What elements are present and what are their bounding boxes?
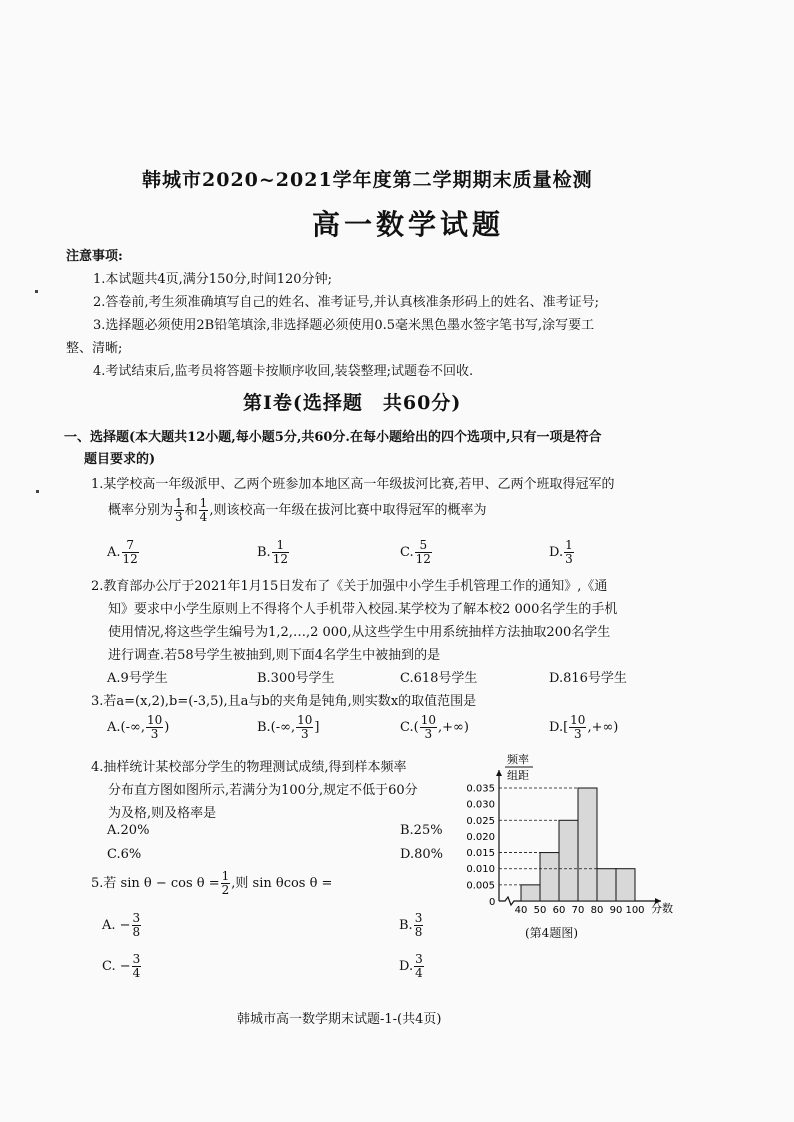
origin-label: 0 [489,897,496,908]
q1-stem: 1.某学校高一年级派甲、乙两个班参加本地区高一年级拔河比赛,若甲、乙两个班取得冠军的 [91,477,615,492]
y-axis-arrow [496,770,502,776]
q5-option-c: C. − $\frac{3}{4}$ [102,952,141,980]
q4-stem-line3: 为及格,则及格率是 [108,806,217,821]
q2-stem-line3: 使用情况,将这些学生编号为1,2,…,2 000,从这些学生中用系统抽样方法抽取200名学生 [108,625,611,640]
q5-option-a: A. − $\frac{3}{8}$ [102,911,141,939]
q4-histogram [455,752,685,937]
q3-option-d: D.[ $\frac{10}{3}$ ,+∞) [549,713,619,741]
histogram-bar [540,853,559,901]
y-tick-label: 0.015 [466,848,495,860]
q3-option-a: A.(-∞, $\frac{10}{3}$ ) [107,713,170,741]
q2-stem-line2: 知》要求中小学生原则上不得将个人手机带入校园.某学校为了解本校2 000名学生的手机 [108,602,618,617]
y-tick-label: 0.030 [466,799,495,811]
part1-instruction: 一、选择题(本大题共12小题,每小题5分,共60分.在每小题给出的四个选项中,只有一项是符合 [64,430,602,445]
q2-option-a: A.9号学生 [107,671,168,686]
scan-speck [36,490,39,493]
q2-stem-line4: 进行调查.若58号学生被抽到,则下面4名学生中被抽到的是 [108,648,441,663]
histogram-bar [616,869,635,901]
q3-option-c: C.( $\frac{10}{3}$ ,+∞) [400,713,469,741]
q4-stem-line2: 分布直方图如图所示,若满分为100分,规定不低于60分 [108,783,418,798]
q1-stem-line2: 概率分别为 $\frac{1}{3}$ 和 $\frac{1}{4}$ ,则该校高一年级在拔河比赛中取得冠军的概率为 [108,496,487,524]
y-tick-label: 0.035 [466,783,495,795]
note-4: 4.考试结束后,监考员将答题卡按顺序收回,装袋整理;试题卷不回收. [93,364,474,379]
x-tick-label: 90 [609,905,623,916]
q1-option-b: B. $\frac{1}{12}$ [257,538,288,566]
q2-option-b: B.300号学生 [257,671,335,686]
notes-heading: 注意事项: [66,249,123,264]
q4-stem: 4.抽样统计某校部分学生的物理测试成绩,得到样本频率 [91,760,407,775]
x-tick-label: 80 [590,905,604,916]
y-tick-label: 0.020 [466,831,495,843]
q5-stem: 5.若 sin θ − cos θ = $\frac{1}{2}$ ,则 sin θcos θ = [91,869,333,897]
x-tick-label: 50 [533,905,547,916]
q1-option-d: D. $\frac{1}{3}$ [549,538,573,566]
note-3: 3.选择题必须使用2B铅笔填涂,非选择题必须使用0.5毫米黑色墨水签字笔书写,涂写要工 [93,318,595,333]
q4-option-b: B.25% [400,823,443,838]
y-tick-label: 0.025 [466,815,495,827]
x-tick-label: 60 [552,905,566,916]
part1-instruction-cont: 题目要求的) [84,452,156,467]
q3-option-b: B.(-∞, $\frac{10}{3}$ ] [257,713,320,741]
note-3-cont: 整、清晰; [66,341,123,356]
x-tick-label: 40 [514,905,528,916]
page-footer: 韩城市高一数学期末试题-1-(共4页) [237,1012,442,1027]
q5-option-d: D. $\frac{3}{4}$ [399,952,423,980]
x-tick-label: 70 [571,905,585,916]
q2-option-c: C.618号学生 [400,671,478,686]
x-axis-label: 分数 [651,902,673,915]
x-tick-label: 100 [625,905,645,916]
histogram-bar [559,820,578,901]
y-axis-label-top: 频率 [507,753,529,766]
note-1: 1.本试题共4页,满分150分,时间120分钟; [93,272,332,287]
q4-figure-caption: (第4题图) [525,926,578,940]
q2-stem: 2.教育部办公厅于2021年1月15日发布了《关于加强中小学生手机管理工作的通知》,《通 [91,579,608,594]
exam-title: 韩城市2020~2021学年度第二学期期末质量检测 [142,169,593,191]
q1-option-a: A. $\frac{7}{12}$ [107,538,138,566]
q5-option-b: B. $\frac{3}{8}$ [399,911,423,939]
scan-speck [35,290,38,293]
y-tick-label: 0.010 [466,864,495,876]
q1-option-c: C. $\frac{5}{12}$ [400,538,431,566]
y-tick-label: 0.005 [466,880,495,892]
paper-subject-title: 高一数学试题 [312,208,505,241]
q4-option-d: D.80% [400,847,443,862]
histogram-bar [578,788,597,901]
histogram-bar [521,885,540,901]
histogram-bar [597,869,616,901]
q3-stem: 3.若a=(x,2),b=(-3,5),且a与b的夹角是钝角,则实数x的取值范围是 [91,694,477,709]
q4-option-c: C.6% [107,847,142,862]
y-axis-label-bottom: 组距 [507,769,529,782]
section-title: 第Ⅰ卷(选择题 共60分) [243,392,462,414]
q4-option-a: A.20% [107,823,150,838]
q2-option-d: D.816号学生 [549,671,627,686]
note-2: 2.答卷前,考生须准确填写自己的姓名、准考证号,并认真核准条形码上的姓名、准考证号; [93,295,600,310]
